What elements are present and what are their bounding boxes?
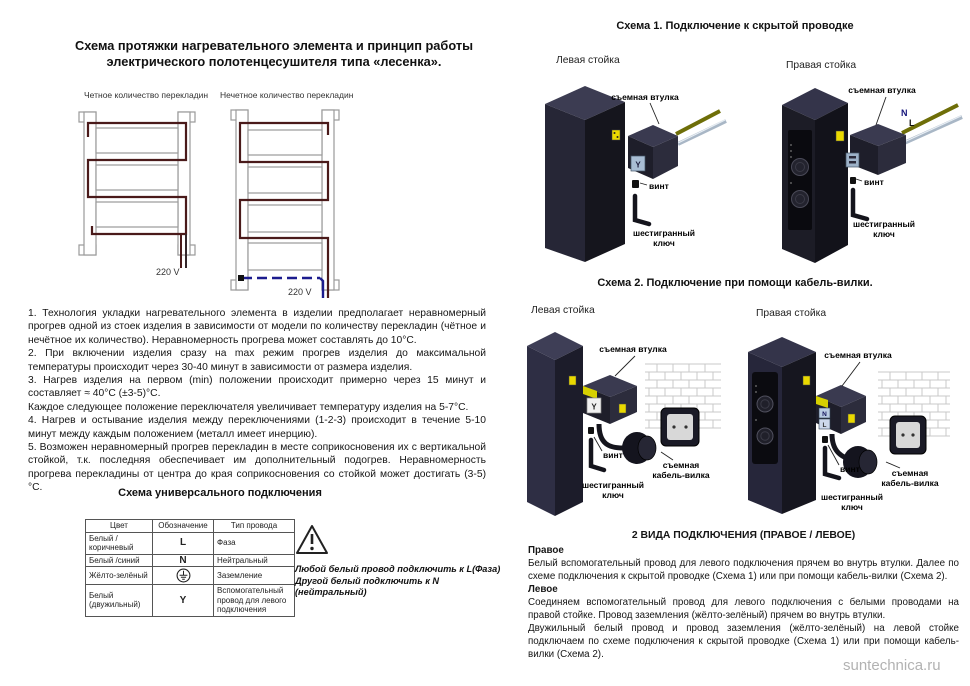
hex-key-label-2: ключ bbox=[653, 238, 675, 248]
hex-key-label-1: шестигранный bbox=[852, 219, 916, 229]
knob-upper bbox=[792, 159, 809, 176]
screw-label: винт bbox=[840, 464, 860, 474]
left-connection-text-1: Соединяем вспомогательный провод для левого подключения с белыми проводами на правой стойке. Провод заземления (жёлто-зелёный) прячем во внутрь втулки. bbox=[528, 597, 959, 621]
odd-voltage-label: 220 V bbox=[288, 287, 312, 297]
page-title-line2: электрического полотенцесушителя типа «лесенка». bbox=[106, 53, 442, 69]
earth-wire bbox=[676, 111, 720, 134]
page-title bbox=[64, 38, 484, 69]
wire-color: Белый /коричневый bbox=[86, 532, 153, 554]
hex-key-icon bbox=[853, 190, 867, 219]
leader-line bbox=[640, 183, 647, 185]
y-terminal-mark: Y bbox=[591, 402, 597, 412]
wire-type: Вспомогательный провод для левого подключения bbox=[214, 585, 295, 617]
warning-sticker-icon bbox=[848, 414, 855, 423]
screw-label: винт bbox=[649, 181, 669, 191]
instruction-paragraph: 1. Технология укладки нагревательного элемента в изделии предполагает неравномерный прогрев одной из стоек изделия в зависимости от модели по количеству перекладин (чётное и нечётное их количество). Неравномерность прогрева может составлять до 10°С. bbox=[28, 308, 486, 346]
schema1-right-illustration bbox=[758, 75, 968, 267]
knob-lower bbox=[792, 191, 809, 208]
screw-icon bbox=[850, 177, 856, 184]
universal-connection-title: Схема универсального подключения bbox=[118, 487, 322, 499]
watermark: suntechnica.ru bbox=[843, 657, 941, 674]
l-terminal-mark: L bbox=[822, 422, 827, 429]
col-header-mark: Обозначение bbox=[153, 520, 214, 533]
screw-icon bbox=[588, 427, 594, 434]
page-title-line1: Схема протяжки нагревательного элемента и принцип работы bbox=[74, 38, 474, 53]
schema1-title: Схема 1. Подключение к скрытой проводке bbox=[616, 20, 854, 32]
warning-sticker-icon bbox=[803, 376, 810, 385]
knob-upper bbox=[757, 396, 773, 412]
schema1-left-stand-caption: Левая стойка bbox=[556, 55, 620, 66]
y-terminal-mark: Y bbox=[635, 160, 641, 170]
column-side bbox=[555, 346, 583, 516]
column-side bbox=[585, 102, 625, 262]
warning-triangle-icon bbox=[295, 524, 329, 556]
warning-line2: Другой белый подключить к N (нейтральный) bbox=[295, 575, 440, 597]
schema1-right-stand-caption: Правая стойка bbox=[786, 60, 857, 71]
screw-icon bbox=[632, 180, 639, 188]
column-side bbox=[815, 103, 848, 263]
table-row bbox=[86, 585, 295, 617]
warning-sticker-icon bbox=[619, 404, 626, 413]
sleeve-label: съемная втулка bbox=[599, 344, 667, 354]
mains-cable bbox=[678, 121, 726, 144]
instructions-block bbox=[28, 307, 486, 495]
table-row bbox=[86, 567, 295, 585]
screw-icon bbox=[822, 436, 828, 443]
even-voltage-label: 220 V bbox=[156, 267, 180, 277]
two-types-block bbox=[528, 529, 959, 661]
plug-label-2: кабель-вилка bbox=[652, 470, 710, 480]
sleeve-label: съемная втулка bbox=[848, 85, 916, 95]
instruction-paragraph: 3. Нагрев изделия на первом (min) положении происходит примерно через 15 минут и составляет ≈ 40°С (±3-5)°С. bbox=[28, 375, 486, 400]
hex-key-label-1: шестигранный bbox=[632, 228, 696, 238]
wire-table bbox=[85, 519, 295, 617]
socket-face bbox=[667, 414, 693, 440]
odd-ladder-label: Нечетное количество перекладин bbox=[220, 90, 354, 100]
wire-mark: L bbox=[153, 532, 214, 554]
leader-line bbox=[856, 179, 862, 181]
knob-lower bbox=[757, 428, 773, 444]
leader-line bbox=[650, 103, 659, 124]
plug-label-1: съемная bbox=[891, 468, 929, 478]
schema2-title: Схема 2. Подключение при помощи кабель-вилки. bbox=[597, 277, 873, 289]
instruction-paragraph: 4. Нагрев и остывание изделия между переключениями (1-2-3) происходит в течение 5-10 минут между каждым положением (металл имеет инерцию). bbox=[28, 415, 486, 440]
warning-sticker-icon bbox=[569, 376, 576, 385]
warning-block bbox=[295, 524, 507, 599]
col-header-type: Тип провода bbox=[214, 520, 295, 533]
leader-line bbox=[661, 452, 673, 460]
leader-line bbox=[842, 362, 860, 386]
leader-line bbox=[876, 97, 886, 125]
sleeve-label: съемная втулка bbox=[824, 350, 892, 360]
warning-sticker-icon bbox=[836, 131, 844, 141]
schema2-left-illustration bbox=[523, 320, 745, 522]
left-connection-label: Левое bbox=[528, 584, 558, 595]
junction-dot bbox=[238, 275, 244, 281]
wire-l-label: L bbox=[909, 118, 915, 128]
power-cable bbox=[599, 424, 623, 448]
hex-key-label-2: ключ bbox=[841, 502, 863, 512]
left-connection-text-2: Двужильный белый провод и провод заземления (жёлто-зелёный) на левой стойке подключаем по схеме подключения к скрытой проводке (Схема 1) или при помощи кабель-вилки (Схема 2). bbox=[528, 623, 959, 660]
socket-face bbox=[896, 422, 920, 448]
wire-mark: N bbox=[153, 554, 214, 567]
hex-key-label-2: ключ bbox=[602, 490, 624, 500]
wire-color: Белый /синий bbox=[86, 554, 153, 567]
wire-type: Нейтральный bbox=[214, 554, 295, 567]
warning-line1: Любой белый провод подключить к L(Фаза) bbox=[295, 564, 501, 574]
wire-color: Белый (двужильный) bbox=[86, 585, 153, 617]
two-types-title: 2 ВИДА ПОДКЛЮЧЕНИЯ (ПРАВОЕ / ЛЕВОЕ) bbox=[631, 530, 856, 541]
plug-label-1: съемная bbox=[662, 460, 700, 470]
wire-type: Заземление bbox=[214, 567, 295, 585]
schema2-left-stand-caption: Левая стойка bbox=[531, 305, 595, 316]
terminal-box bbox=[846, 153, 859, 167]
schema2-right-stand-caption: Правая стойка bbox=[756, 308, 827, 319]
n-terminal-mark: N bbox=[822, 411, 827, 418]
even-ladder-label: Четное количество перекладин bbox=[84, 90, 209, 100]
ladder-diagrams bbox=[70, 88, 370, 310]
table-row bbox=[86, 532, 295, 554]
schema2-right-illustration bbox=[740, 324, 968, 526]
column-front bbox=[545, 104, 585, 262]
hex-key-icon bbox=[635, 196, 649, 224]
wire-type: Фаза bbox=[214, 532, 295, 554]
col-header-color: Цвет bbox=[86, 520, 153, 533]
column-front bbox=[527, 346, 555, 516]
earth-ground-icon bbox=[153, 567, 214, 585]
instruction-paragraph: Каждое следующее положение переключателя увеличивает температуру изделия на 5-7°С. bbox=[28, 401, 469, 413]
plug-label-2: кабель-вилка bbox=[881, 478, 939, 488]
wire-mark: Y bbox=[153, 585, 214, 617]
table-row bbox=[86, 554, 295, 567]
screw-label: винт bbox=[864, 177, 884, 187]
screw-label: винт bbox=[603, 450, 623, 460]
wire-color: Жёлто-зелёный bbox=[86, 567, 153, 585]
sleeve-label: съемная втулка bbox=[611, 92, 679, 102]
instruction-paragraph: 2. При включении изделия сразу на max режим прогрев изделия до максимальной температуры происходит через 30-40 минут в зависимости от размера изделия. bbox=[28, 348, 486, 373]
column-side bbox=[782, 352, 816, 514]
schema1-left-illustration bbox=[528, 72, 753, 267]
hex-key-label-1: шестигранный bbox=[820, 492, 884, 502]
hex-key-label-1: шестигранный bbox=[581, 480, 645, 490]
table-header-row bbox=[86, 520, 295, 533]
leader-line bbox=[615, 356, 635, 376]
right-connection-text: Белый вспомогательный провод для левого подключения прячем во внутрь втулки. Далее по схеме подключения к скрытой проводке (Схема 1) или при помощи кабель-вилки (Схема 2). bbox=[528, 558, 959, 582]
wire-n-label: N bbox=[901, 108, 908, 118]
warning-sticker-icon bbox=[612, 130, 620, 140]
hex-key-label-2: ключ bbox=[873, 229, 895, 239]
instruction-paragraph: 5. Возможен неравномерный прогрев перекладин в месте соприкосновения их с вертикальной стойкой, т.к. последняя обеспечивает им дополнительный подогрев. Неравномерность прогрева перекладины от центра до края соприкосновения со стойкой может достигать (3-5)°С. bbox=[28, 442, 486, 494]
right-connection-label: Правое bbox=[528, 545, 564, 556]
